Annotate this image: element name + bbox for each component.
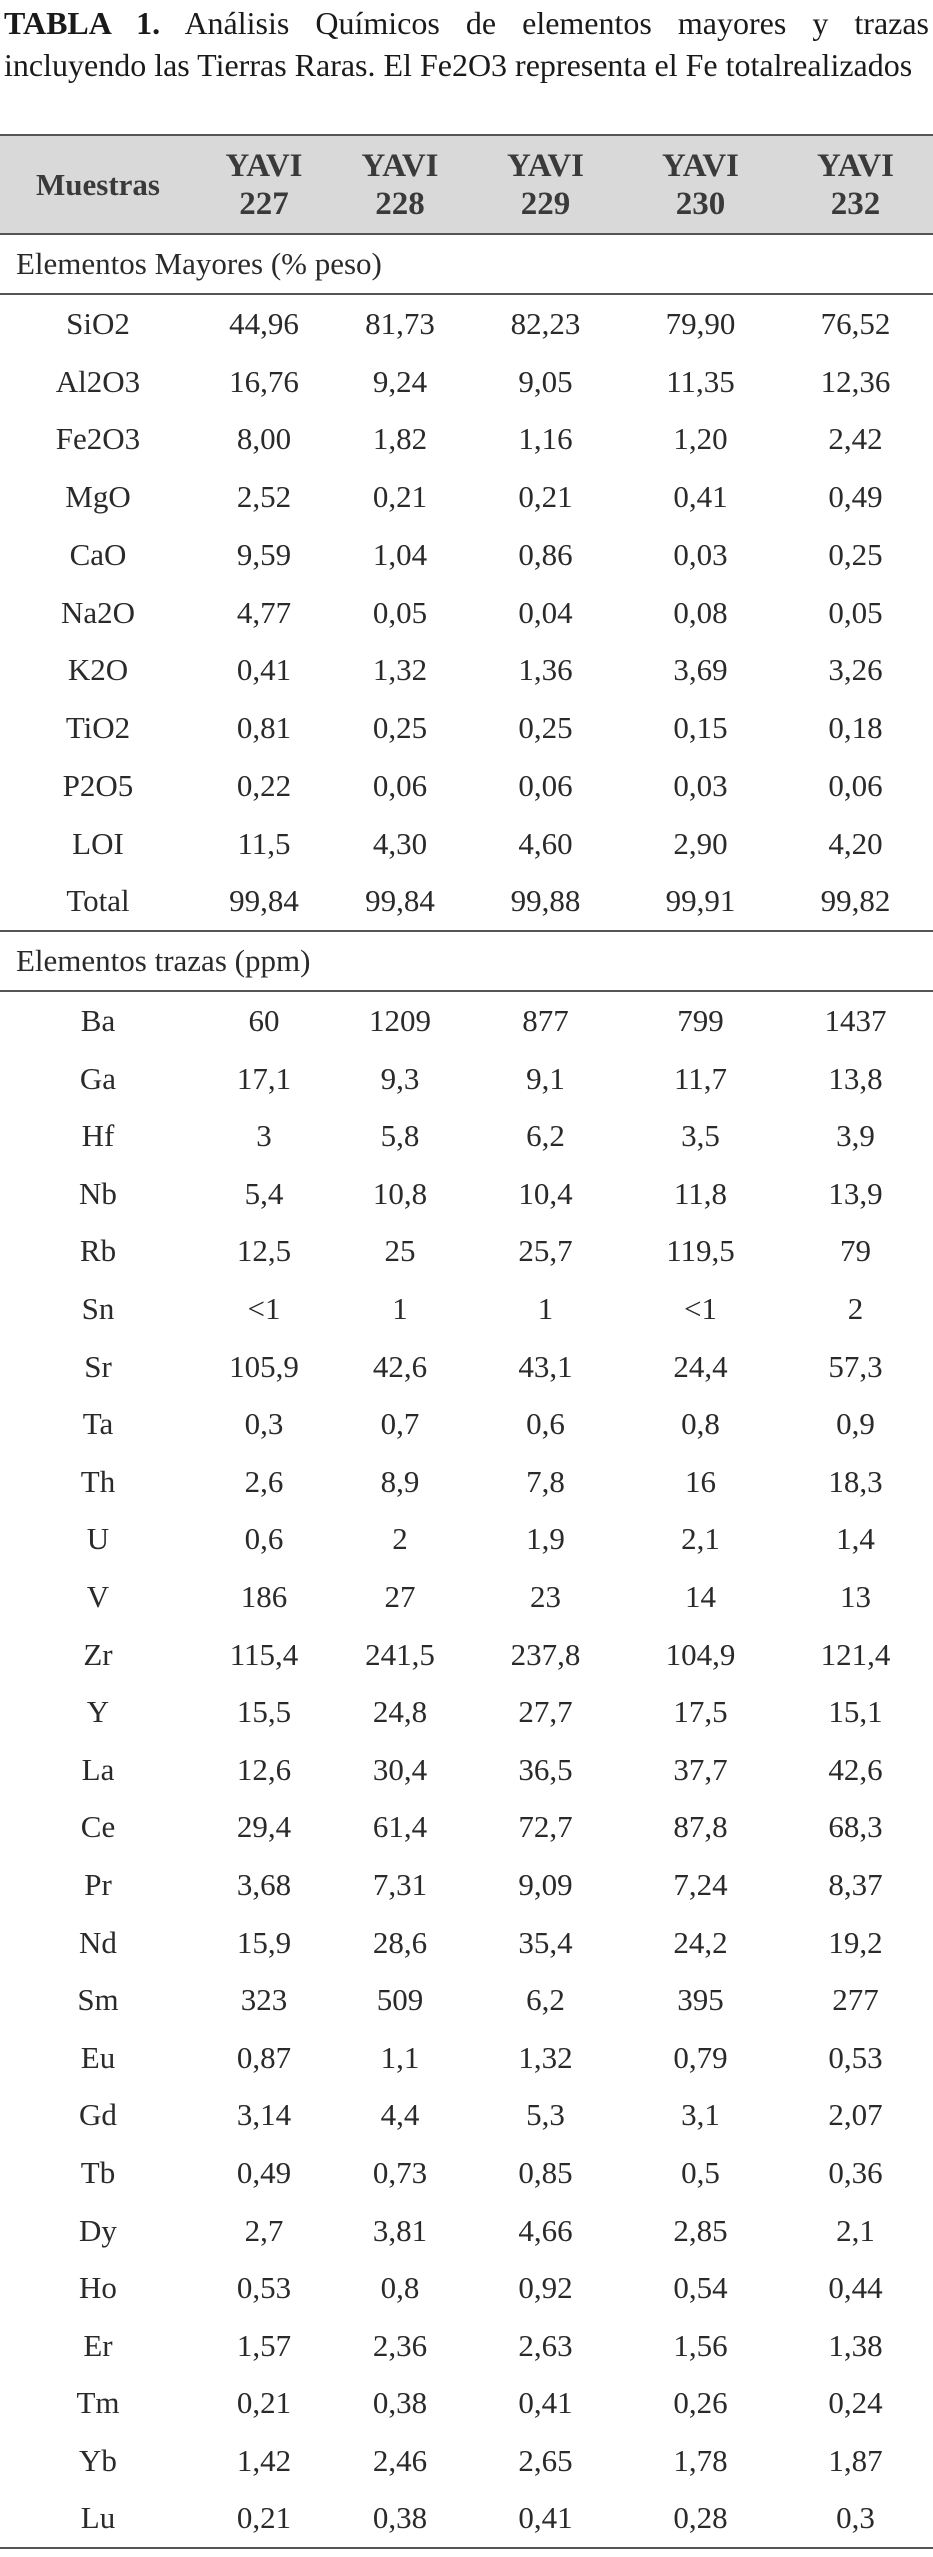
header-row [0, 135, 933, 234]
value-cell: 186 [240, 1578, 288, 1614]
sample-name: YAVI [661, 147, 740, 184]
table-row [0, 757, 933, 815]
value-cell: 0,28 [623, 2490, 778, 2549]
value-cell: 1,78 [673, 2442, 728, 2478]
value-cell: 2 [392, 1521, 408, 1557]
value-cell: 0,38 [372, 2385, 428, 2421]
value-cell: 61,4 [372, 1809, 428, 1845]
value-cell: 35,4 [518, 1924, 573, 1960]
element-name-cell: K2O [67, 652, 129, 688]
value-cell: 509 [376, 1982, 424, 2018]
value-cell: 13,8 [828, 1060, 883, 1096]
value-cell: 99,84 [365, 883, 435, 919]
table-row [0, 1626, 933, 1684]
value-cell: 87,8 [673, 1809, 728, 1845]
table-row [0, 873, 933, 932]
table-row [0, 2259, 933, 2317]
element-name-cell: Gd [79, 2097, 117, 2133]
value-cell: 25,7 [518, 1233, 573, 1269]
sample-name: YAVI [816, 147, 895, 184]
value-cell: 17,1 [236, 1060, 292, 1096]
value-cell: 6,2 [526, 1118, 565, 1154]
element-name-cell: MgO [65, 479, 131, 515]
value-cell: 0,03 [673, 767, 728, 803]
value-cell: 27 [384, 1578, 416, 1614]
header-sample [623, 135, 778, 234]
value-cell: 0,73 [372, 2154, 428, 2190]
value-cell: 0,49 [828, 479, 883, 515]
value-cell: 0,54 [673, 2270, 728, 2306]
value-cell: 4,66 [518, 2212, 573, 2248]
value-cell: 14 [685, 1578, 716, 1614]
value-cell: 10,4 [518, 1175, 573, 1211]
value-cell: 0,18 [828, 710, 883, 746]
element-name-cell: SiO2 [66, 305, 130, 341]
header-sample [468, 135, 623, 234]
value-cell: 0,87 [236, 2039, 292, 2075]
value-cell: 0,81 [236, 710, 292, 746]
table-row [0, 2144, 933, 2202]
value-cell: 0,6 [244, 1521, 284, 1557]
value-cell: 1 [392, 1291, 408, 1327]
value-cell: 0,21 [196, 2490, 332, 2549]
caption-label: TABLA 1. [4, 5, 161, 41]
element-name-cell: Rb [79, 1233, 117, 1269]
table-row [0, 1914, 933, 1972]
element-name-cell: Dy [79, 2212, 117, 2248]
table-row [0, 1683, 933, 1741]
table-row [0, 2375, 933, 2433]
value-cell: 0,06 [828, 767, 883, 803]
value-cell: 1437 [824, 1003, 887, 1039]
value-cell: 1209 [369, 1003, 431, 1039]
value-cell: 2,1 [836, 2212, 875, 2248]
table-row [0, 411, 933, 469]
value-cell: 7,8 [526, 1463, 565, 1499]
value-cell: 0,79 [673, 2039, 728, 2075]
value-cell: 0,25 [828, 536, 883, 572]
element-name-cell: Ta [82, 1406, 114, 1442]
value-cell: 0,05 [828, 594, 883, 630]
value-cell: 877 [522, 1003, 569, 1039]
value-cell: 0,38 [332, 2490, 468, 2549]
header-sample [332, 135, 468, 234]
value-cell: 27,7 [518, 1694, 573, 1730]
sample-number: 229 [520, 185, 571, 222]
value-cell: 10,8 [372, 1175, 428, 1211]
value-cell: 42,6 [828, 1751, 883, 1787]
sample-number: 232 [830, 185, 881, 222]
value-cell: 1,20 [673, 421, 728, 457]
value-cell: 0,41 [468, 2490, 623, 2549]
value-cell: 11,8 [673, 1175, 728, 1211]
value-cell: 23 [530, 1578, 561, 1614]
value-cell: 0,21 [236, 2385, 292, 2421]
sample-name: YAVI [506, 147, 585, 184]
value-cell: 5,3 [526, 2097, 565, 2133]
element-name-cell: LOI [72, 825, 124, 861]
table-row [0, 1856, 933, 1914]
value-cell: 19,2 [828, 1924, 883, 1960]
table-row [0, 526, 933, 584]
value-cell: 12,5 [236, 1233, 292, 1269]
value-cell: 60 [248, 1003, 280, 1039]
value-cell: 28,6 [372, 1924, 428, 1960]
value-cell: 7,31 [372, 1866, 428, 1902]
table-row [0, 2317, 933, 2375]
value-cell: 1,4 [836, 1521, 875, 1557]
value-cell: 43,1 [518, 1348, 573, 1384]
value-cell: 57,3 [828, 1348, 883, 1384]
value-cell: 0,92 [518, 2270, 573, 2306]
value-cell: 1,32 [372, 652, 428, 688]
value-cell: 72,7 [518, 1809, 573, 1845]
element-name-cell: Tb [80, 2154, 116, 2190]
value-cell: 3,69 [673, 652, 728, 688]
value-cell: 1,82 [372, 421, 428, 457]
value-cell: 0,15 [673, 710, 728, 746]
value-cell: 323 [240, 1982, 288, 2018]
value-cell: 1,32 [518, 2039, 573, 2075]
element-name-cell: Ba [80, 1003, 116, 1039]
element-name-cell: Al2O3 [55, 363, 141, 399]
value-cell: 2,1 [681, 1521, 720, 1557]
value-cell: 12,6 [236, 1751, 292, 1787]
value-cell: 0,06 [518, 767, 573, 803]
value-cell: 36,5 [518, 1751, 573, 1787]
value-cell: 99,88 [510, 883, 581, 919]
value-cell: 1,42 [236, 2442, 292, 2478]
value-cell: 99,84 [229, 883, 299, 919]
element-name-cell: CaO [69, 536, 127, 572]
value-cell: 4,4 [380, 2097, 420, 2133]
value-cell: 12,36 [820, 363, 891, 399]
value-cell: 13 [840, 1578, 871, 1614]
value-cell: 0,41 [673, 479, 728, 515]
value-cell: 5,4 [244, 1175, 284, 1211]
value-cell: 0,06 [372, 767, 428, 803]
value-cell: 24,2 [673, 1924, 728, 1960]
value-cell: 0,21 [518, 479, 573, 515]
element-name-cell: Er [83, 2327, 113, 2363]
table-row [0, 1568, 933, 1626]
table-row [0, 815, 933, 873]
value-cell: 81,73 [365, 305, 435, 341]
value-cell: <1 [684, 1291, 717, 1327]
table-row [0, 2029, 933, 2087]
value-cell: 1,9 [526, 1521, 565, 1557]
value-cell: 0,36 [828, 2154, 883, 2190]
table-body [0, 234, 933, 2548]
element-name-cell: Ga [79, 1060, 117, 1096]
value-cell: 0,9 [836, 1406, 875, 1442]
value-cell: 4,60 [518, 825, 573, 861]
value-cell: 4,20 [828, 825, 883, 861]
value-cell: 13,9 [828, 1175, 883, 1211]
table-row [0, 468, 933, 526]
value-cell: 237,8 [510, 1636, 581, 1672]
value-cell: 11,7 [673, 1060, 728, 1096]
value-cell: 0,21 [372, 479, 428, 515]
value-cell: 8,37 [828, 1866, 883, 1902]
table-row [0, 1511, 933, 1569]
value-cell: 99,82 [820, 883, 891, 919]
value-cell: 799 [677, 1003, 724, 1039]
caption-text: Análisis Químicos de elementos mayores y trazas incluyendo las Tierras Raras. El Fe2O3 representa el Fe totalrealizados [4, 5, 929, 83]
value-cell: 42,6 [372, 1348, 428, 1384]
value-cell: 25 [384, 1233, 416, 1269]
table-row [0, 1050, 933, 1108]
value-cell: 0,04 [518, 594, 573, 630]
value-cell: 3,5 [681, 1118, 720, 1154]
value-cell: 2,6 [244, 1463, 284, 1499]
section-row [0, 931, 933, 991]
value-cell: 0,08 [673, 594, 728, 630]
table-row [0, 1799, 933, 1857]
value-cell: 11,5 [237, 825, 291, 861]
value-cell: 2,90 [673, 825, 728, 861]
value-cell: 0,26 [673, 2385, 728, 2421]
table-row [0, 1280, 933, 1338]
value-cell: 9,3 [380, 1060, 420, 1096]
value-cell: 0,3 [778, 2490, 933, 2549]
table-row [0, 294, 933, 353]
element-name-cell: Th [80, 1463, 116, 1499]
value-cell: 6,2 [526, 1982, 565, 2018]
section-row [0, 234, 933, 294]
value-cell: 115,4 [229, 1636, 299, 1672]
table-row [0, 2432, 933, 2490]
table-row [0, 1453, 933, 1511]
element-name-cell: Na2O [60, 594, 136, 630]
table-caption [0, 0, 933, 134]
value-cell: 2 [847, 1291, 864, 1327]
value-cell: 1,57 [236, 2327, 292, 2363]
value-cell: 68,3 [828, 1809, 883, 1845]
value-cell: 18,3 [828, 1463, 883, 1499]
element-name-cell: Zr [83, 1636, 113, 1672]
value-cell: 8,9 [380, 1463, 420, 1499]
value-cell: 277 [832, 1982, 879, 2018]
value-cell: 9,1 [526, 1060, 565, 1096]
value-cell: 82,23 [510, 305, 581, 341]
value-cell: 0,7 [380, 1406, 420, 1442]
value-cell: 2,42 [828, 421, 883, 457]
value-cell: 1,16 [518, 421, 573, 457]
table-row [0, 353, 933, 411]
value-cell: 9,59 [236, 536, 292, 572]
value-cell: 17,5 [673, 1694, 728, 1730]
value-cell: 99,91 [665, 883, 736, 919]
value-cell: 1,36 [518, 652, 573, 688]
value-cell: 37,7 [673, 1751, 728, 1787]
value-cell: 2,85 [673, 2212, 728, 2248]
table-row [0, 1223, 933, 1281]
value-cell: 0,25 [518, 710, 573, 746]
value-cell: 0,53 [236, 2270, 292, 2306]
element-name-cell: Sr [84, 1348, 112, 1384]
value-cell: 0,5 [681, 2154, 720, 2190]
value-cell: 0,6 [526, 1406, 565, 1442]
value-cell: 3,1 [681, 2097, 720, 2133]
value-cell: 2,65 [518, 2442, 573, 2478]
element-name-cell: Lu [0, 2490, 196, 2549]
value-cell: 24,8 [372, 1694, 428, 1730]
value-cell: 15,9 [236, 1924, 292, 1960]
table-row [0, 584, 933, 642]
element-name-cell: P2O5 [62, 767, 134, 803]
value-cell: 2,63 [518, 2327, 573, 2363]
value-cell: 0,44 [828, 2270, 883, 2306]
element-name-cell: Ho [79, 2270, 117, 2306]
element-name-cell: Sm [77, 1982, 119, 2018]
value-cell: 11,35 [666, 363, 735, 399]
sample-name: YAVI [361, 147, 439, 184]
value-cell: 9,24 [372, 363, 428, 399]
value-cell: 3,9 [836, 1118, 875, 1154]
value-cell: 8,00 [236, 421, 292, 457]
table-row [0, 1338, 933, 1396]
element-name-cell: Total [66, 883, 130, 919]
value-cell: 76,52 [820, 305, 891, 341]
value-cell: 5,8 [380, 1118, 420, 1154]
value-cell: 0,41 [236, 652, 292, 688]
value-cell: 9,05 [518, 363, 573, 399]
table-row [0, 991, 933, 1050]
element-name-cell: Nb [79, 1175, 117, 1211]
element-name-cell: U [86, 1521, 110, 1557]
value-cell: 1,38 [828, 2327, 883, 2363]
value-cell: 119,5 [666, 1233, 735, 1269]
element-name-cell: Y [86, 1694, 110, 1730]
value-cell: 1,04 [372, 536, 428, 572]
value-cell: 2,46 [372, 2442, 428, 2478]
value-cell: 241,5 [365, 1636, 435, 1672]
element-name-cell: Hf [81, 1118, 115, 1154]
value-cell: 79 [840, 1233, 871, 1269]
element-name-cell: Sn [81, 1291, 115, 1327]
section-title: Elementos trazas (ppm) [0, 931, 933, 991]
value-cell: 0,3 [244, 1406, 284, 1442]
table-row [0, 1165, 933, 1223]
value-cell: 16 [685, 1463, 716, 1499]
value-cell: 7,24 [673, 1866, 728, 1902]
value-cell: 44,96 [229, 305, 299, 341]
table-row [0, 1971, 933, 2029]
value-cell: 3,68 [236, 1866, 292, 1902]
value-cell: 29,4 [236, 1809, 292, 1845]
table-row [0, 2490, 933, 2549]
value-cell: 15,5 [236, 1694, 292, 1730]
value-cell: 2,52 [236, 479, 292, 515]
element-name-cell: Fe2O3 [55, 421, 141, 457]
value-cell: 0,24 [828, 2385, 883, 2421]
value-cell: 4,30 [372, 825, 428, 861]
table-row [0, 1741, 933, 1799]
value-cell: 1,1 [380, 2039, 420, 2075]
value-cell: 79,90 [665, 305, 736, 341]
sample-number: 228 [375, 185, 425, 222]
element-name-cell: Ce [80, 1809, 116, 1845]
chemical-analysis-table [0, 134, 933, 2549]
value-cell: 0,25 [372, 710, 428, 746]
value-cell: 0,41 [518, 2385, 573, 2421]
sample-number: 227 [239, 185, 289, 222]
value-cell: 3,26 [828, 652, 883, 688]
element-name-cell: TiO2 [65, 710, 131, 746]
value-cell: 30,4 [372, 1751, 428, 1787]
value-cell: 0,86 [518, 536, 573, 572]
value-cell: 16,76 [229, 363, 299, 399]
header-sample [778, 135, 933, 234]
value-cell: 0,85 [518, 2154, 573, 2190]
value-cell: 9,09 [518, 1866, 573, 1902]
value-cell: 4,77 [236, 594, 292, 630]
value-cell: 3,14 [236, 2097, 292, 2133]
value-cell: 24,4 [673, 1348, 728, 1384]
table-row [0, 1107, 933, 1165]
value-cell: 0,53 [828, 2039, 883, 2075]
table-row [0, 1395, 933, 1453]
element-name-cell: V [86, 1578, 110, 1614]
value-cell: 0,8 [380, 2270, 420, 2306]
header-sample [196, 135, 332, 234]
value-cell: 0,05 [372, 594, 428, 630]
section-title: Elementos Mayores (% peso) [0, 234, 933, 294]
table-row [0, 2087, 933, 2145]
value-cell: 2,36 [372, 2327, 428, 2363]
value-cell: 3 [256, 1118, 272, 1154]
value-cell: 0,8 [681, 1406, 720, 1442]
value-cell: 1,56 [673, 2327, 728, 2363]
value-cell: 0,03 [673, 536, 728, 572]
element-name-cell: Yb [79, 2442, 117, 2478]
table-row [0, 699, 933, 757]
value-cell: 2,07 [828, 2097, 883, 2133]
element-name-cell: Pr [84, 1866, 112, 1902]
header-muestras: Muestras [0, 135, 196, 234]
sample-number: 230 [675, 185, 726, 222]
sample-name: YAVI [225, 147, 303, 184]
value-cell: <1 [247, 1291, 281, 1327]
value-cell: 121,4 [820, 1636, 891, 1672]
value-cell: 1,87 [828, 2442, 883, 2478]
element-name-cell: La [81, 1751, 115, 1787]
value-cell: 395 [677, 1982, 724, 2018]
value-cell: 0,22 [236, 767, 292, 803]
element-name-cell: Nd [79, 1924, 117, 1960]
value-cell: 2,7 [244, 2212, 284, 2248]
value-cell: 1 [537, 1291, 554, 1327]
value-cell: 0,49 [236, 2154, 292, 2190]
value-cell: 105,9 [229, 1348, 299, 1384]
value-cell: 15,1 [828, 1694, 883, 1730]
value-cell: 3,81 [372, 2212, 428, 2248]
value-cell: 104,9 [665, 1636, 736, 1672]
table-row [0, 2202, 933, 2260]
element-name-cell: Eu [80, 2039, 116, 2075]
element-name-cell: Tm [76, 2385, 120, 2421]
table-row [0, 642, 933, 700]
